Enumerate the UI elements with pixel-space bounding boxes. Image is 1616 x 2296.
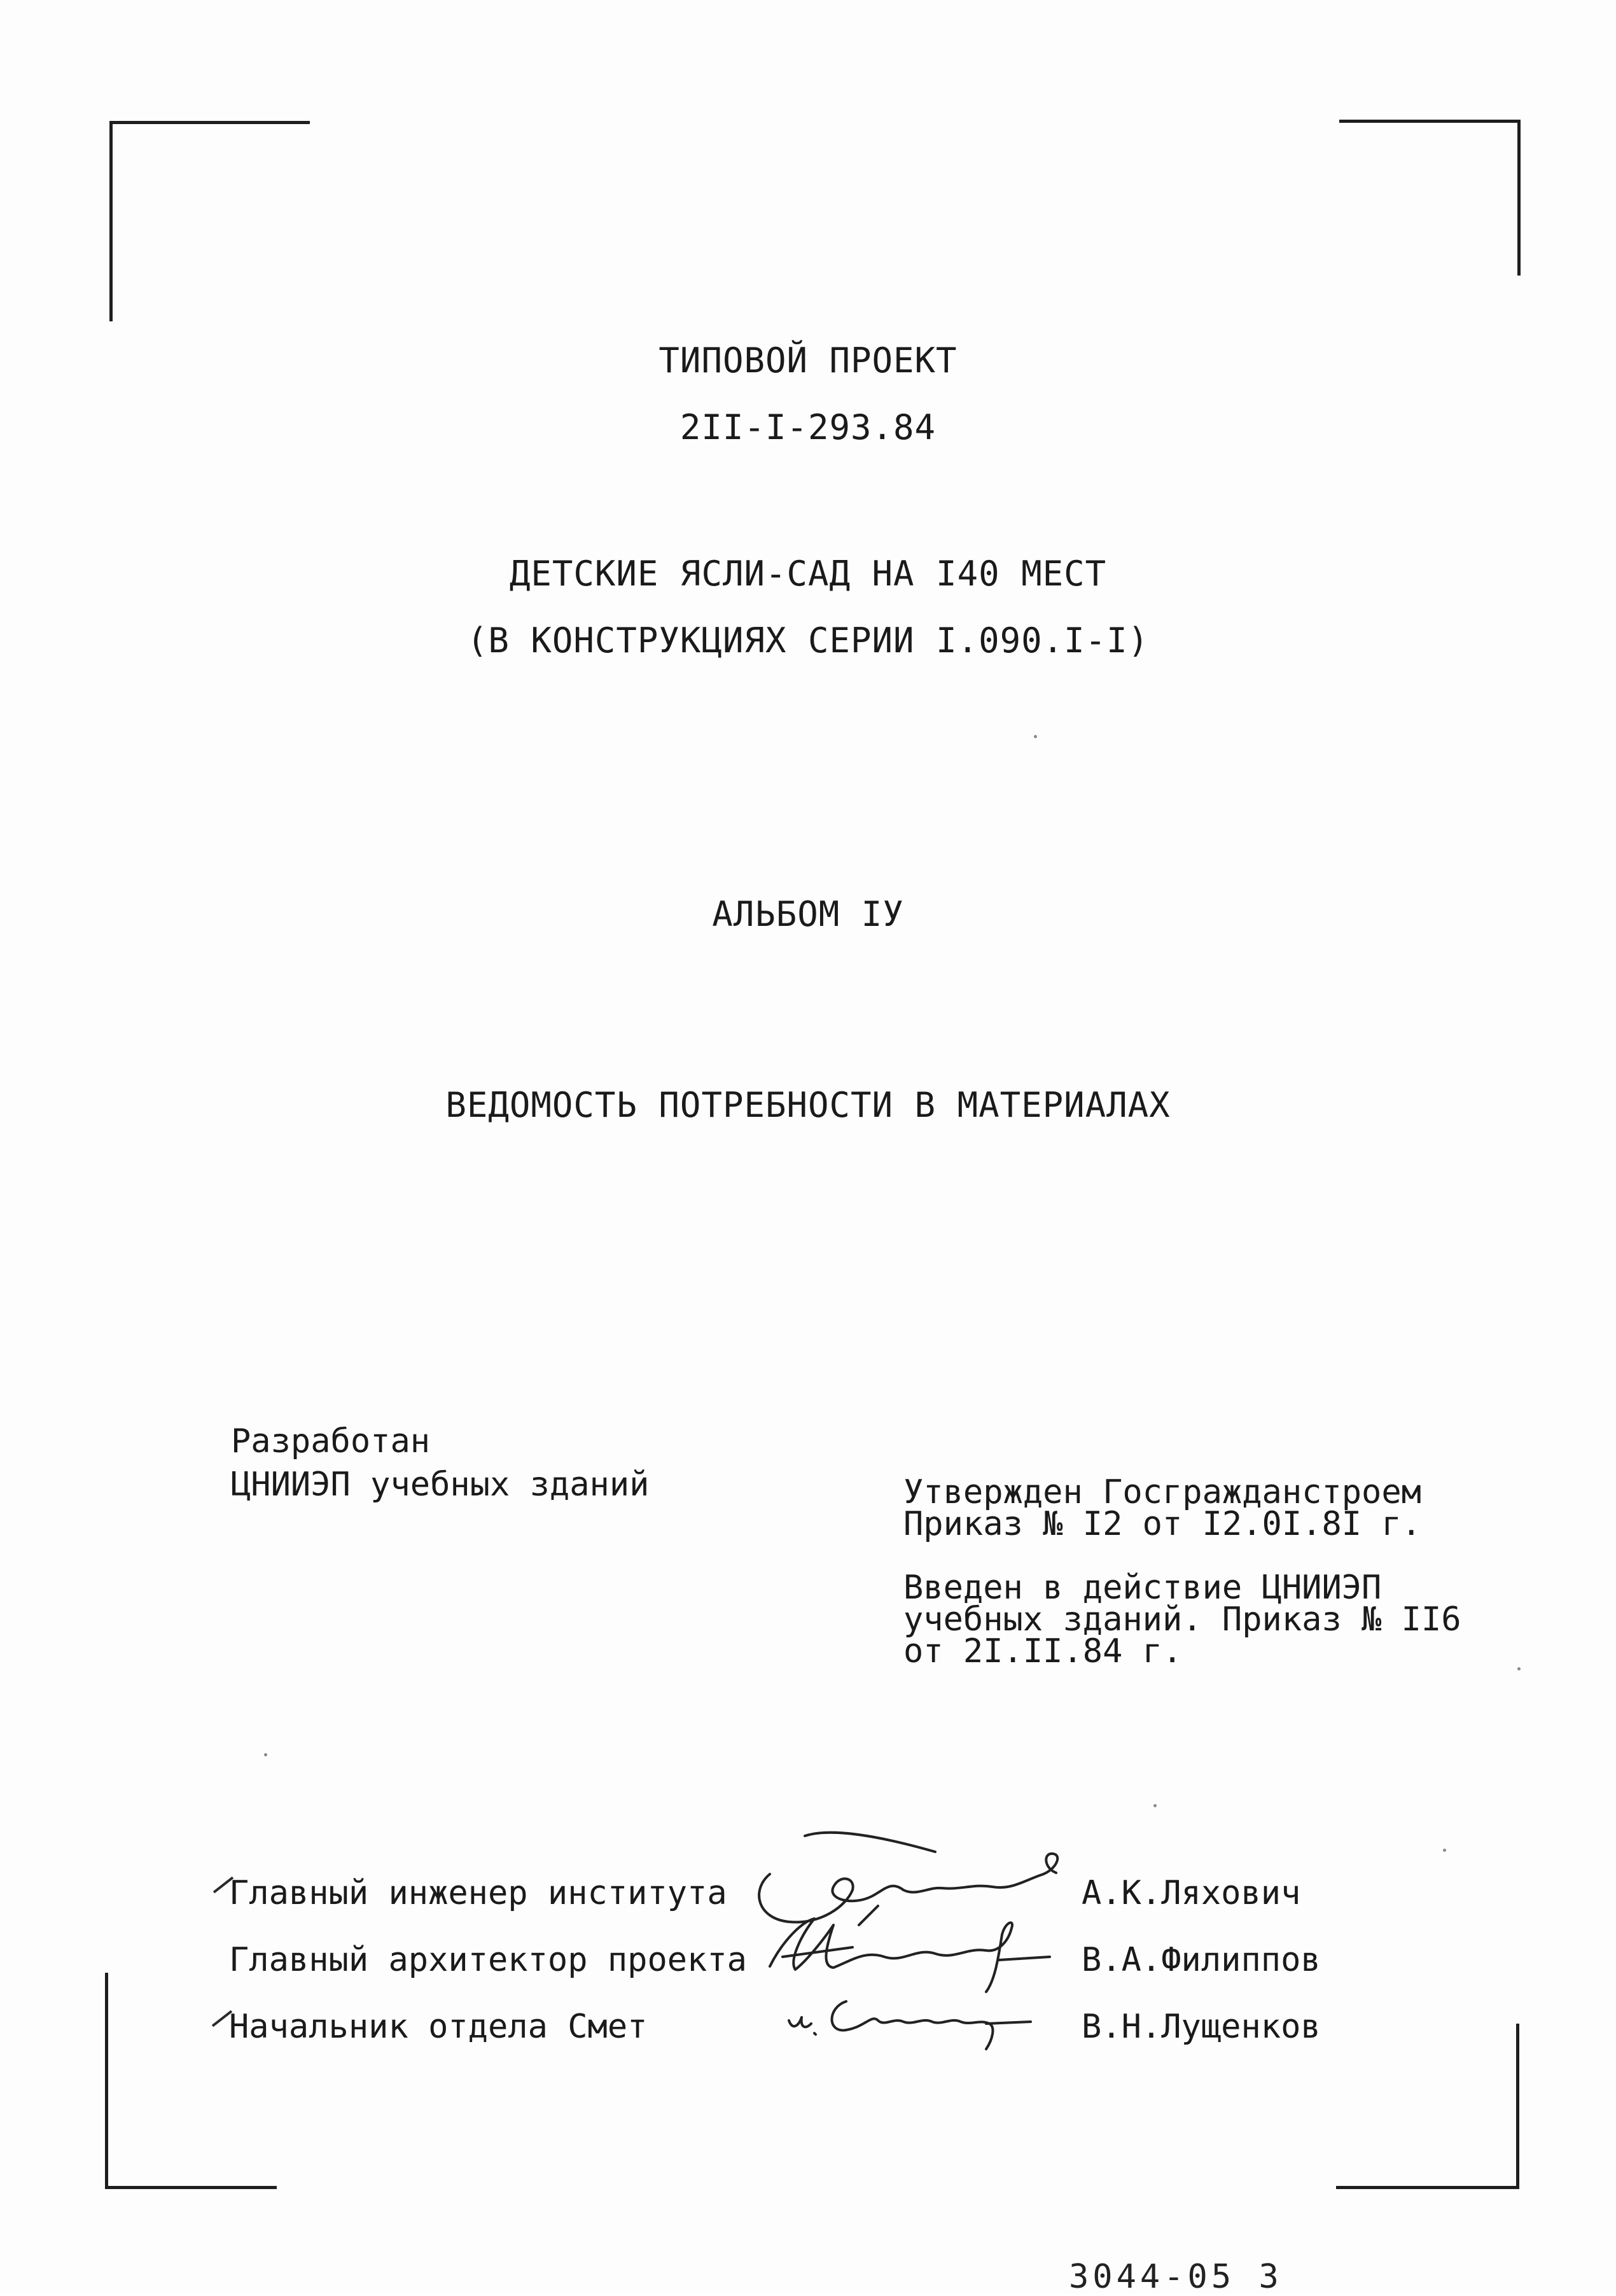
introduction-line2: учебных зданий. Приказ № II6 xyxy=(903,1600,1461,1639)
speck xyxy=(1443,1849,1446,1852)
speck xyxy=(1034,735,1037,738)
doc-type-heading: ТИПОВОЙ ПРОЕКТ xyxy=(658,340,958,381)
signatory-role: Начальник отдела Смет xyxy=(229,2008,648,2046)
introduction-line1: Введен в действие ЦНИИЭП xyxy=(903,1569,1382,1607)
signatory-name: В.А.Филиппов xyxy=(1082,1941,1321,1979)
speck xyxy=(1153,1804,1157,1807)
signatory-role: Главный инженер института xyxy=(229,1874,727,1912)
corner-mark-top-left xyxy=(109,121,310,321)
approval-block xyxy=(903,1473,1421,1543)
album-heading: АЛЬБОМ IУ xyxy=(712,894,904,934)
signatory-name: В.Н.Лущенков xyxy=(1082,2008,1321,2046)
signature-image xyxy=(776,1963,1069,2059)
subject-heading: ВЕДОМОСТЬ ПОТРЕБНОСТИ В МАТЕРИАЛАХ xyxy=(445,1085,1171,1125)
corner-mark-bottom-right xyxy=(1336,2024,1519,2189)
approval-line2: Приказ № I2 от I2.0I.8I г. xyxy=(903,1505,1421,1543)
approval-line1: Утвержден Госгражданстроем xyxy=(903,1473,1421,1511)
introduction-line3: от 2I.II.84 г. xyxy=(903,1632,1183,1670)
signatory-name: А.К.Ляхович xyxy=(1082,1874,1301,1912)
signatory-role: Главный архитектор проекта xyxy=(229,1941,747,1979)
project-title-line2: (В КОНСТРУКЦИЯХ СЕРИИ I.090.I-I) xyxy=(466,620,1150,661)
speck xyxy=(264,1753,267,1756)
footer-archive-code: 3044-05 3 xyxy=(1069,2258,1283,2296)
corner-mark-bottom-left xyxy=(105,1973,277,2189)
project-number: 2II-I-293.84 xyxy=(679,407,937,447)
speck xyxy=(1517,1667,1521,1670)
developer-org: ЦНИИЭП учебных зданий xyxy=(231,1466,650,1504)
corner-mark-top-right xyxy=(1339,120,1521,276)
signatory-row xyxy=(229,2008,1349,2059)
project-title-line1: ДЕТСКИЕ ЯСЛИ-САД НА I40 МЕСТ xyxy=(509,554,1107,594)
developer-label: Разработан xyxy=(231,1422,431,1460)
developer-block xyxy=(231,1422,649,1509)
introduction-block xyxy=(903,1569,1461,1670)
